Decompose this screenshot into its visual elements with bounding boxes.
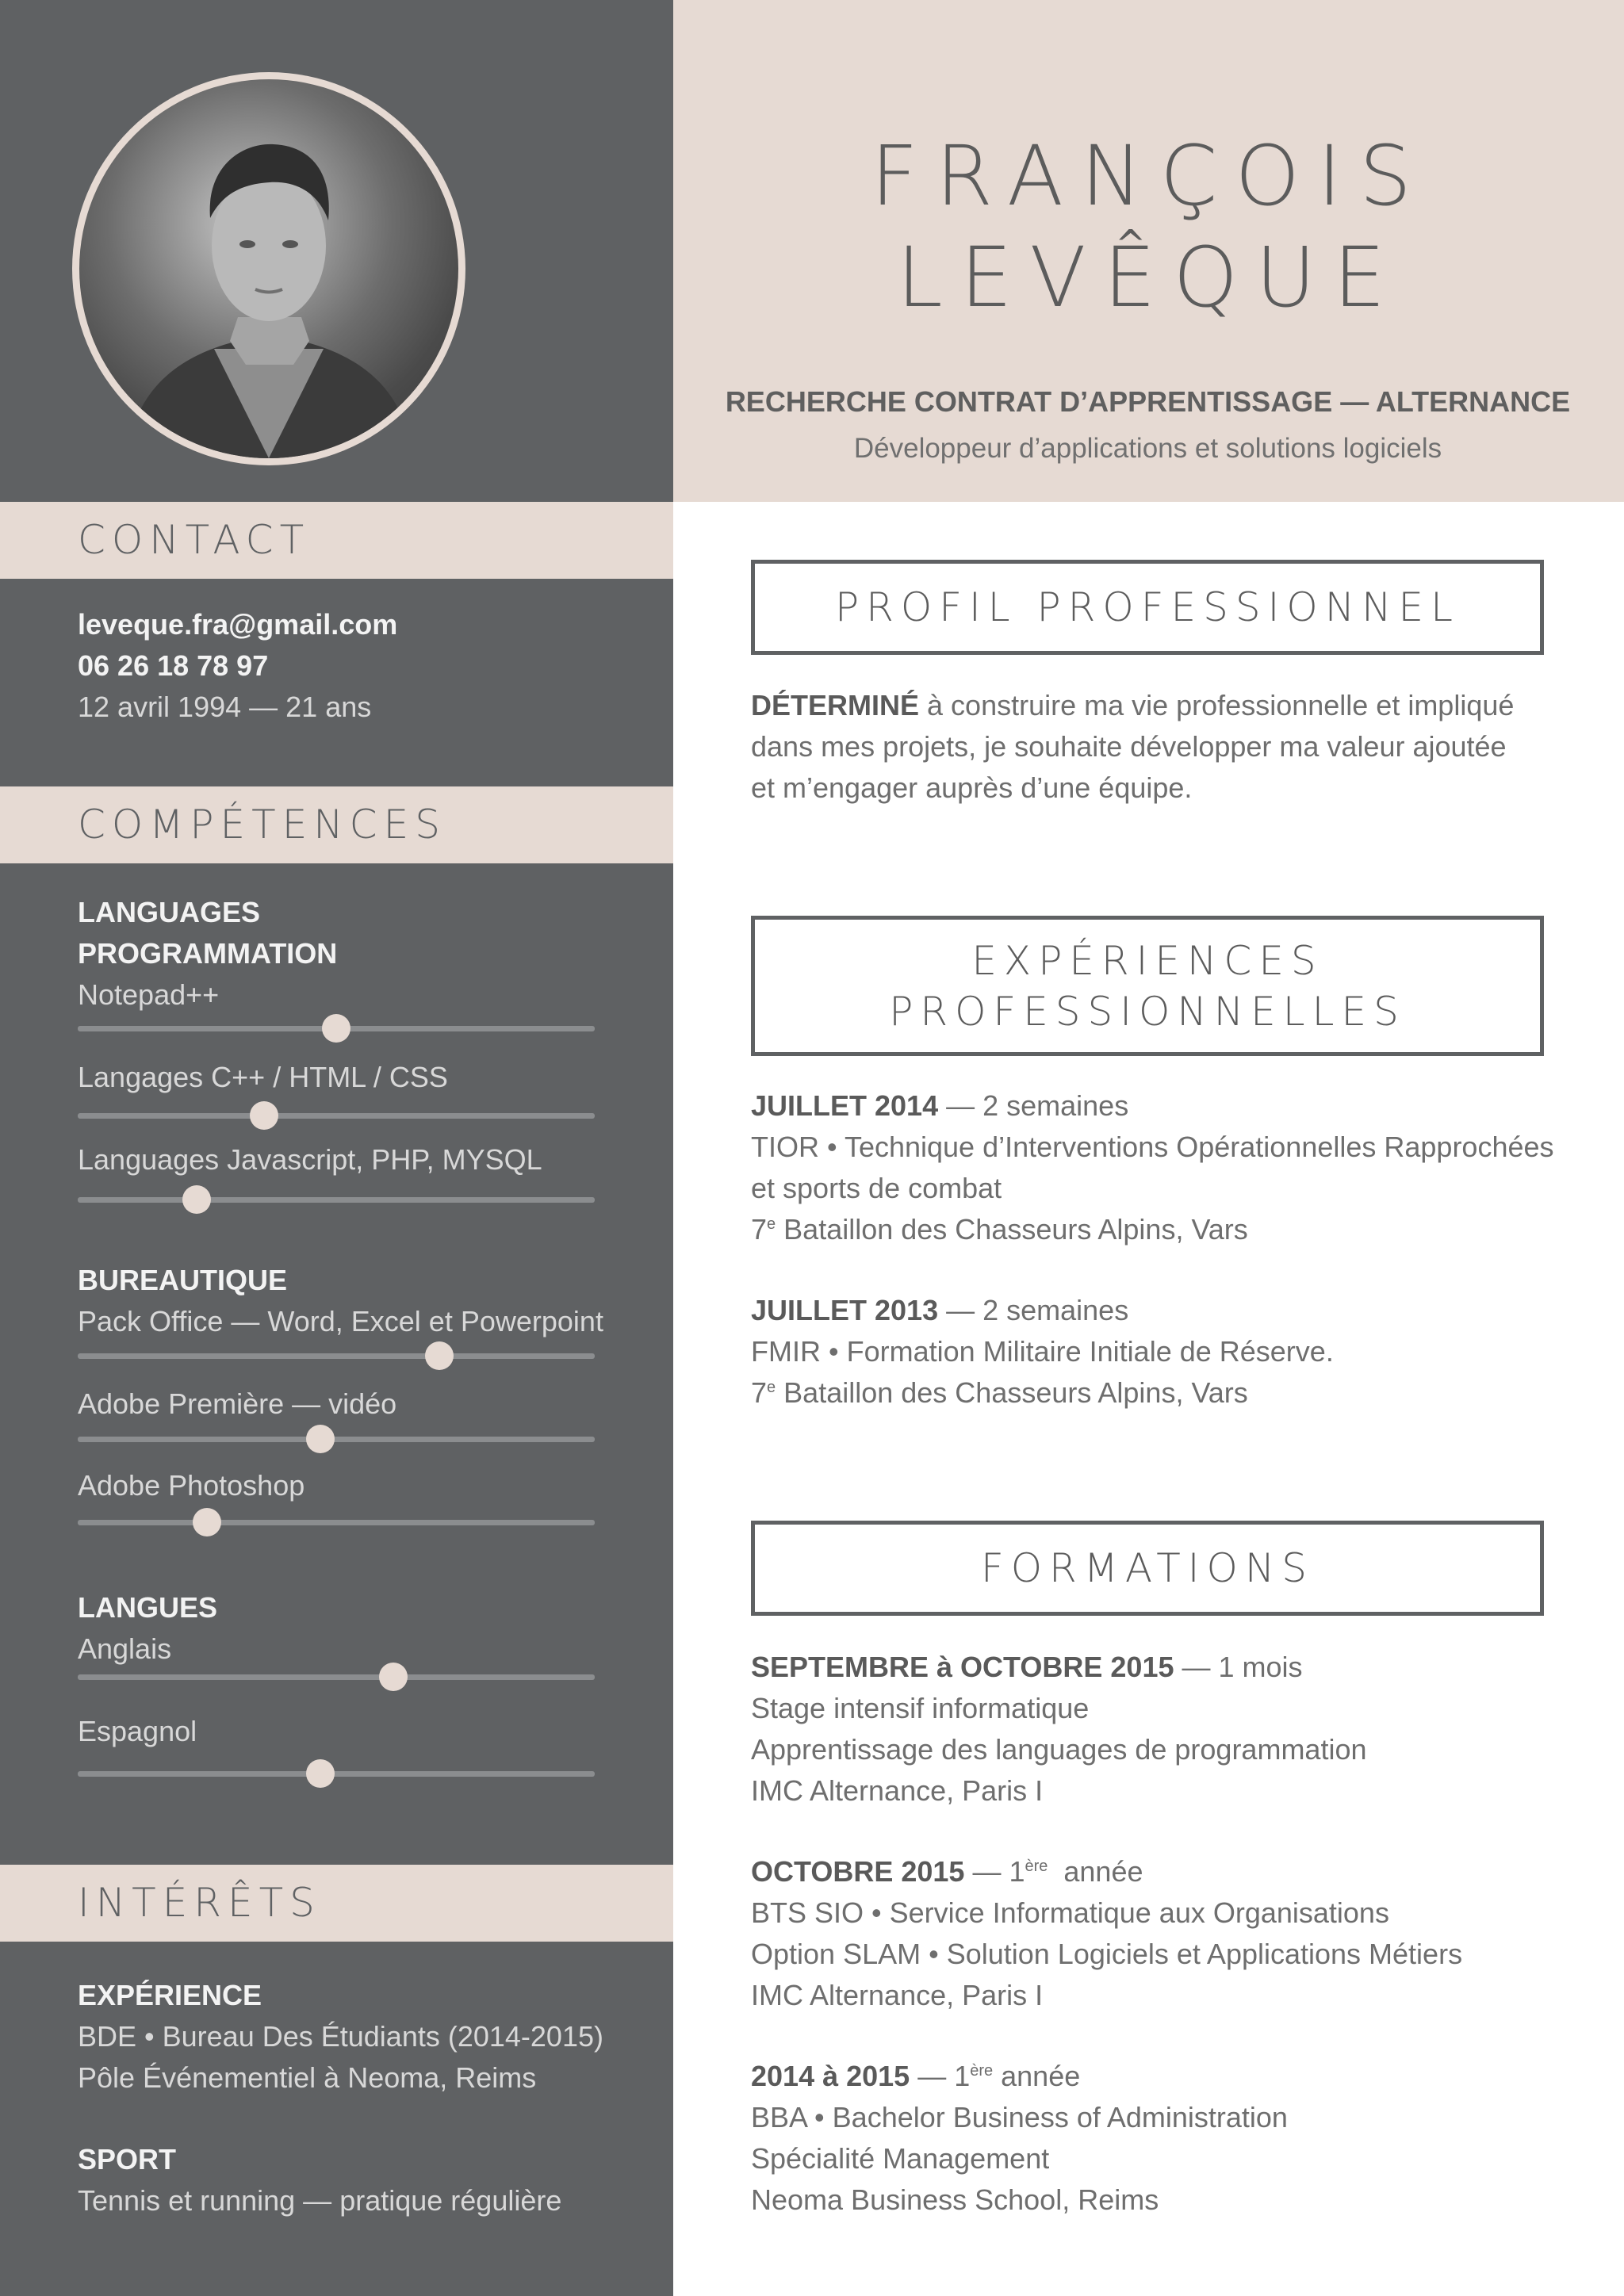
contact-section-header	[0, 502, 673, 579]
skill-group-heading: BUREAUTIQUE	[78, 1264, 288, 1296]
slider-knob	[182, 1185, 211, 1214]
skill-group-heading: LANGUES	[78, 1591, 218, 1624]
experience-place-text: Bataillon des Chasseurs Alpins, Vars	[776, 1213, 1248, 1246]
skill-level-slider	[78, 1771, 595, 1777]
profile-photo-frame	[72, 72, 465, 465]
formation-line: Apprentissage des languages de programmation	[751, 1733, 1367, 1766]
portrait-photo	[79, 79, 458, 458]
profile-section-box	[751, 560, 1544, 655]
formation-duration-unit: année	[993, 2060, 1081, 2092]
experience-place	[751, 1213, 1248, 1246]
formations-title: FORMATIONS	[980, 1545, 1315, 1591]
interest-line: Pôle Événementiel à Neoma, Reims	[78, 2061, 537, 2094]
interest-heading: EXPÉRIENCE	[78, 1979, 262, 2011]
ordinal-number: 7	[751, 1376, 768, 1409]
profile-line-text: à construire ma vie professionnelle et impliqué	[919, 689, 1515, 721]
skill-level-slider	[78, 1197, 595, 1203]
skill-label: Languages Javascript, PHP, MYSQL	[78, 1143, 542, 1176]
ordinal-suffix: e	[767, 1379, 776, 1396]
profile-line: et m’engager auprès d’une équipe.	[751, 771, 1193, 804]
formation-date-line	[751, 2060, 1080, 2093]
formation-duration: — 1	[910, 2060, 971, 2092]
skills-section-header	[0, 786, 673, 863]
slider-knob	[250, 1101, 278, 1130]
interest-line: Tennis et running — pratique régulière	[78, 2184, 562, 2217]
skill-label: Anglais	[78, 1632, 172, 1665]
skill-label: Pack Office — Word, Excel et Powerpoint	[78, 1305, 603, 1337]
formation-line: BTS SIO • Service Informatique aux Organisations	[751, 1896, 1389, 1929]
last-name: LEVÊQUE	[896, 229, 1404, 326]
formation-line: Neoma Business School, Reims	[751, 2183, 1159, 2216]
contact-title: CONTACT	[78, 517, 311, 563]
formation-date-line	[751, 1855, 1143, 1888]
ordinal-suffix: e	[767, 1215, 776, 1233]
skill-level-slider	[78, 1520, 595, 1525]
experience-date: JUILLET 2013	[751, 1294, 939, 1326]
skills-title: COMPÉTENCES	[78, 802, 446, 848]
interest-line: BDE • Bureau Des Étudiants (2014-2015)	[78, 2020, 603, 2053]
formation-line: Spécialité Management	[751, 2142, 1050, 2175]
profile-line	[751, 689, 1514, 722]
interests-title: INTÉRÊTS	[78, 1880, 321, 1926]
formation-duration-unit: année	[1048, 1855, 1143, 1888]
experience-duration: — 2 semaines	[938, 1089, 1129, 1122]
skill-label: Espagnol	[78, 1715, 197, 1747]
experiences-title-line1: EXPÉRIENCES	[971, 937, 1323, 984]
formation-date: 2014 à 2015	[751, 2060, 910, 2092]
profile-line: dans mes projets, je souhaite développer ma valeur ajoutée	[751, 730, 1507, 763]
skill-level-slider	[78, 1026, 595, 1031]
skill-label: Langages C++ / HTML / CSS	[78, 1061, 448, 1093]
experience-line: et sports de combat	[751, 1172, 1002, 1204]
skill-level-slider	[78, 1674, 595, 1680]
experiences-section-box	[751, 916, 1544, 1056]
experiences-title-line2: PROFESSIONNELLES	[889, 988, 1406, 1035]
formation-duration: — 1 mois	[1174, 1651, 1303, 1683]
formations-section-box	[751, 1521, 1544, 1616]
interest-heading: SPORT	[78, 2143, 177, 2175]
skill-level-slider	[78, 1353, 595, 1359]
formation-line: Stage intensif informatique	[751, 1692, 1090, 1724]
skill-level-slider	[78, 1437, 595, 1442]
job-subtitle: Développeur d’applications et solutions logiciels	[853, 433, 1442, 464]
experiences-title	[889, 936, 1406, 1037]
ordinal-suffix: ère	[970, 2062, 994, 2080]
contact-phone: 06 26 18 78 97	[78, 649, 269, 682]
interests-section-header	[0, 1865, 673, 1942]
skill-level-slider	[78, 1113, 595, 1119]
experience-place-text: Bataillon des Chasseurs Alpins, Vars	[776, 1376, 1248, 1409]
experience-date: JUILLET 2014	[751, 1089, 939, 1122]
formation-line: IMC Alternance, Paris I	[751, 1979, 1044, 2011]
experience-date-line	[751, 1294, 1128, 1327]
skill-label: Adobe Première — vidéo	[78, 1387, 397, 1420]
ordinal-suffix: ère	[1025, 1858, 1048, 1875]
contact-birthdate: 12 avril 1994 — 21 ans	[78, 691, 372, 723]
formation-duration: — 1	[964, 1855, 1025, 1888]
skill-group-heading: PROGRAMMATION	[78, 937, 338, 970]
person-silhouette-icon	[79, 79, 458, 458]
profile-title: PROFIL PROFESSIONNEL	[835, 584, 1460, 630]
formation-line: IMC Alternance, Paris I	[751, 1774, 1044, 1807]
skill-label: Adobe Photoshop	[78, 1469, 305, 1502]
experience-duration: — 2 semaines	[938, 1294, 1129, 1326]
formation-line: BBA • Bachelor Business of Administration	[751, 2101, 1288, 2133]
contact-email: leveque.fra@gmail.com	[78, 608, 398, 641]
profile-lead-word: DÉTERMINÉ	[751, 689, 920, 721]
skill-group-heading: LANGUAGES	[78, 896, 261, 928]
skill-label: Notepad++	[78, 978, 220, 1011]
experience-place	[751, 1376, 1248, 1410]
first-name: FRANÇOIS	[871, 128, 1429, 224]
experience-date-line	[751, 1089, 1128, 1123]
slider-knob	[193, 1508, 221, 1536]
formation-date: OCTOBRE 2015	[751, 1855, 965, 1888]
slider-knob	[322, 1014, 350, 1043]
objective-title: RECHERCHE CONTRAT D’APPRENTISSAGE — ALTERNANCE	[725, 385, 1571, 418]
experience-line: FMIR • Formation Militaire Initiale de Réserve.	[751, 1335, 1334, 1368]
formation-date-line	[751, 1651, 1303, 1684]
slider-knob	[379, 1663, 408, 1691]
experience-line: TIOR • Technique d’Interventions Opérationnelles Rapprochées	[751, 1131, 1554, 1163]
formation-line: Option SLAM • Solution Logiciels et Applications Métiers	[751, 1938, 1463, 1970]
ordinal-number: 7	[751, 1213, 768, 1246]
formation-date: SEPTEMBRE à OCTOBRE 2015	[751, 1651, 1174, 1683]
